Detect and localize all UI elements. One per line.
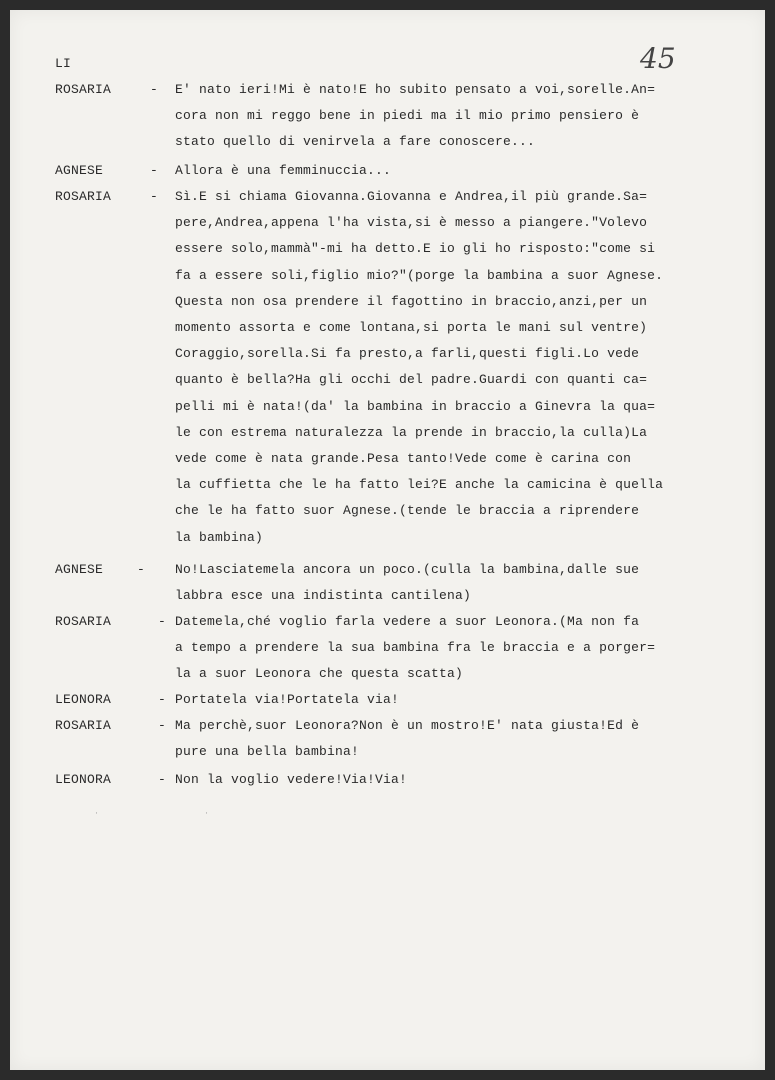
dialogue-line: Ma perchè,suor Leonora?Non è un mostro!E' nata giusta!Ed è	[175, 718, 640, 733]
dialogue-line: labbra esce una indistinta cantilena)	[175, 588, 472, 604]
dialogue-line: essere solo,mammà"-mi ha detto.E io gli ho risposto:"come si	[175, 241, 656, 257]
dialogue-line: la cuffietta che le ha fatto lei?E anche la camicina è quella	[175, 477, 664, 493]
handwritten-page-number: 45	[640, 42, 676, 75]
dialogue-line: E' nato ieri!Mi è nato!E ho subito pensato a voi,sorelle.An=	[175, 82, 656, 97]
dialogue-line: Portatela via!Portatela via!	[175, 692, 400, 707]
dialogue-line: pure una bella bambina!	[175, 744, 360, 760]
speaker-name: ROSARIA	[55, 614, 112, 629]
dialogue-line: No!Lasciatemela ancora un poco.(culla la bambina,dalle sue	[175, 562, 640, 577]
dialogue-line: le con estrema naturalezza la prende in braccio,la culla)La	[175, 424, 648, 440]
speaker-dash: -	[150, 82, 159, 97]
speaker-dash: -	[158, 772, 167, 787]
speaker-dash: -	[158, 718, 167, 733]
dialogue-line: Datemela,ché voglio farla vedere a suor Leonora.(Ma non fa	[175, 614, 640, 629]
dialogue-line: Coraggio,sorella.Si fa presto,a farli,questi figli.Lo vede	[175, 346, 640, 362]
dialogue-line: quanto è bella?Ha gli occhi del padre.Guardi con quanti ca=	[175, 372, 648, 388]
dialogue-line: la bambina)	[175, 529, 264, 545]
dialogue-line: a tempo a prendere la sua bambina fra le braccia e a porger=	[175, 640, 656, 656]
dialogue-line: pere,Andrea,appena l'ha vista,si è messo a piangere."Volevo	[175, 215, 648, 231]
dialogue-line: fa a essere soli,figlio mio?"(porge la bambina a suor Agnese.	[175, 267, 664, 283]
speaker-name: LEONORA	[55, 692, 112, 707]
scene-number: LI	[55, 56, 72, 71]
speaker-dash: -	[150, 189, 159, 204]
speaker-name: AGNESE	[55, 163, 104, 178]
dialogue-line: cora non mi reggo bene in piedi ma il mio primo pensiero è	[175, 108, 640, 124]
ink-speck: ·	[205, 808, 208, 818]
dialogue-line: vede come è nata grande.Pesa tanto!Vede come è carina con	[175, 451, 632, 466]
dialogue-line: la a suor Leonora che questa scatta)	[175, 666, 464, 682]
speaker-dash: -	[158, 692, 167, 707]
dialogue-line: momento assorta e come lontana,si porta le mani sul ventre)	[175, 320, 648, 335]
speaker-name: LEONORA	[55, 772, 112, 787]
dialogue-line: che le ha fatto suor Agnese.(tende le braccia a riprendere	[175, 503, 640, 519]
dialogue-line: pelli mi è nata!(da' la bambina in braccio a Ginevra la qua=	[175, 398, 656, 414]
dialogue-line: Sì.E si chiama Giovanna.Giovanna e Andrea,il più grande.Sa=	[175, 189, 648, 204]
speaker-name: ROSARIA	[55, 82, 112, 97]
speaker-dash: -	[137, 562, 146, 577]
speaker-name: ROSARIA	[55, 718, 112, 733]
dialogue-line: Questa non osa prendere il fagottino in braccio,anzi,per un	[175, 293, 648, 309]
ink-speck: ·	[95, 808, 98, 818]
dialogue-line: stato quello di venirvela a fare conoscere...	[175, 134, 536, 150]
speaker-name: ROSARIA	[55, 189, 112, 204]
speaker-dash: -	[150, 163, 159, 178]
speaker-dash: -	[158, 614, 167, 629]
dialogue-line: Allora è una femminuccia...	[175, 163, 392, 178]
speaker-name: AGNESE	[55, 562, 104, 577]
dialogue-line: Non la voglio vedere!Via!Via!	[175, 772, 408, 787]
